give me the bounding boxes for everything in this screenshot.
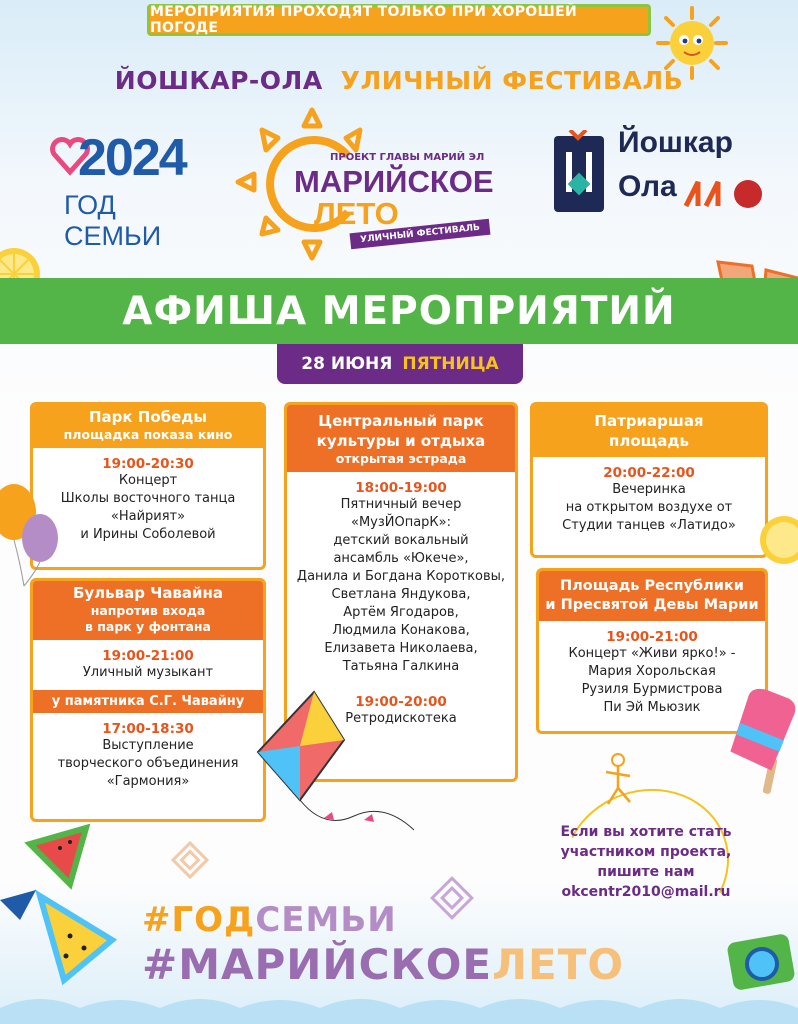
date-badge — [277, 344, 523, 384]
venue-name: культуры и отдыха — [316, 432, 486, 450]
event-line: Концерт — [118, 473, 178, 488]
city-logo — [552, 126, 772, 216]
venue-header — [33, 405, 263, 448]
dancer-icon — [596, 752, 642, 808]
venue-card-patriarch-square — [530, 402, 768, 558]
event-time: 19:00-21:00 — [606, 629, 698, 645]
venue-sub: напротив входа — [90, 603, 206, 618]
title-city: ЙОШКАР-ОЛА — [114, 66, 323, 95]
event-time: 19:00-21:00 — [102, 648, 194, 664]
event-time: 19:00-20:30 — [102, 456, 194, 472]
event-line: «Гармония» — [106, 774, 190, 789]
mari-ornament-icon — [430, 876, 474, 920]
event-line: Пятничный вечер — [340, 497, 462, 512]
event-line: на открытом воздухе от — [565, 500, 733, 515]
event-line: и Ирины Соболевой — [80, 527, 216, 542]
weather-notice-banner: МЕРОПРИЯТИЯ ПРОХОДЯТ ТОЛЬКО ПРИ ХОРОШЕЙ ПОГОДЕ — [147, 4, 651, 36]
event-line: детский вокальный — [333, 533, 469, 548]
mari-ornament-icon — [170, 840, 210, 880]
venue-header — [33, 581, 263, 640]
event-line: Мария Хорольская — [588, 664, 716, 679]
venue-card-chavaina-boulevard — [30, 578, 266, 822]
event-line: Рузиля Бурмистрова — [581, 682, 723, 697]
venue-sub: площадка показа кино — [63, 427, 233, 442]
hashtag-god-semi — [142, 900, 397, 940]
venue-name: Центральный парк — [318, 412, 484, 430]
event-line: Пи Эй Мьюзик — [603, 700, 701, 715]
city-emblem-icon — [552, 130, 608, 214]
hashtag-part: #МАРИЙСКОЕ — [142, 940, 493, 989]
contact-line: Если вы хотите стать — [560, 824, 732, 840]
afisha-heading: АФИША МЕРОПРИЯТИЙ — [122, 288, 676, 334]
event-time: 19:00-20:00 — [355, 694, 447, 710]
venue-sub: в парк у фонтана — [85, 619, 211, 634]
hashtag-part: СЕМЬИ — [255, 900, 397, 940]
event-line: Елизавета Николаева, — [324, 641, 478, 656]
kite-icon — [254, 690, 424, 840]
venue-sub: открытая эстрада — [335, 451, 467, 466]
venue-card-park-pobedy — [30, 402, 266, 570]
anniversary-440-icon — [682, 176, 772, 212]
venue-header — [539, 571, 765, 621]
hashtag-part: ЛЕТО — [492, 940, 625, 989]
event-time: 18:00-19:00 — [355, 480, 447, 496]
city-logo-line1: Йошкар — [618, 126, 733, 159]
logo-year: 2024 — [78, 129, 186, 187]
hashtag-mariyskoe-leto — [142, 940, 624, 989]
watermelon-icon — [0, 800, 140, 990]
afisha-heading-band — [0, 278, 798, 344]
event-line: ансамбль «Юкече», — [333, 551, 469, 566]
venue-name: Парк Победы — [88, 408, 207, 426]
logo-word-leto: ЛЕТО — [314, 196, 399, 231]
event-line: Светлана Яндукова, — [331, 587, 471, 602]
ice-cream-icon — [730, 688, 798, 798]
event-line: Татьяна Галкина — [342, 659, 460, 674]
event-line: Вечеринка — [612, 482, 686, 497]
balloons-icon — [0, 478, 64, 588]
event-description — [533, 481, 765, 535]
venue-name: и Пресвятой Девы Марии — [545, 597, 759, 613]
event-line: Людмила Конакова, — [332, 623, 470, 638]
event-description: Уличный музыкант — [82, 665, 214, 680]
venue-name: площадь — [609, 432, 689, 450]
event-line: Студии танцев «Латидо» — [562, 518, 736, 533]
event-line: «Найрият» — [110, 509, 186, 524]
marii-summer-logo — [232, 104, 532, 264]
clouds-decoration — [0, 990, 798, 1024]
contact-email-link[interactable]: okcentr2010@mail.ru — [561, 884, 731, 900]
venue-name: Площадь Республики — [560, 578, 744, 594]
hashtag-part: #ГОД — [142, 900, 256, 940]
venue-name: Бульвар Чавайна — [72, 584, 224, 602]
contact-line: участником проекта, — [560, 844, 732, 860]
event-line: Данила и Богдана Коротковы, — [296, 569, 506, 584]
event-time: 20:00-22:00 — [603, 465, 695, 481]
logo-word-marii: МАРИЙСКОЕ — [294, 164, 494, 199]
event-description: Ретродискотека — [345, 711, 457, 726]
logo-project-text: ПРОЕКТ ГЛАВЫ МАРИЙ ЭЛ — [330, 152, 485, 163]
date-day: 28 ИЮНЯ — [301, 354, 393, 374]
contact-block — [522, 822, 770, 902]
event-line: Концерт «Живи ярко!» - — [568, 646, 736, 661]
family-year-logo — [50, 128, 200, 251]
venue-name: Патриаршая — [594, 412, 704, 430]
venue-header — [533, 405, 765, 457]
event-line: «МузЙОпарК»: — [350, 515, 451, 530]
event-description — [33, 737, 263, 791]
event-description — [33, 472, 263, 544]
date-weekday: ПЯТНИЦА — [402, 354, 499, 374]
event-description — [287, 496, 515, 676]
camera-icon — [724, 924, 798, 994]
logo-street-fest-tag: УЛИЧНЫЙ ФЕСТИВАЛЬ — [350, 219, 491, 250]
title-festival: УЛИЧНЫЙ ФЕСТИВАЛЬ — [340, 66, 684, 95]
event-line: творческого объединения — [57, 756, 239, 771]
event-time: 17:00-18:30 — [102, 721, 194, 737]
orange-slice-icon — [758, 512, 798, 568]
city-logo-line2: Ола — [618, 170, 677, 203]
event-line: Школы восточного танца — [60, 491, 236, 506]
festival-title — [0, 66, 798, 100]
contact-line: пишите нам — [597, 864, 695, 880]
venue-subsection-header: у памятника С.Г. Чавайну — [33, 690, 263, 713]
venue-header — [287, 405, 515, 472]
event-line: Артём Ягодаров, — [343, 605, 459, 620]
event-line: Выступление — [102, 738, 194, 753]
logo-family-subtitle: ГОД СЕМЬИ — [64, 190, 162, 251]
